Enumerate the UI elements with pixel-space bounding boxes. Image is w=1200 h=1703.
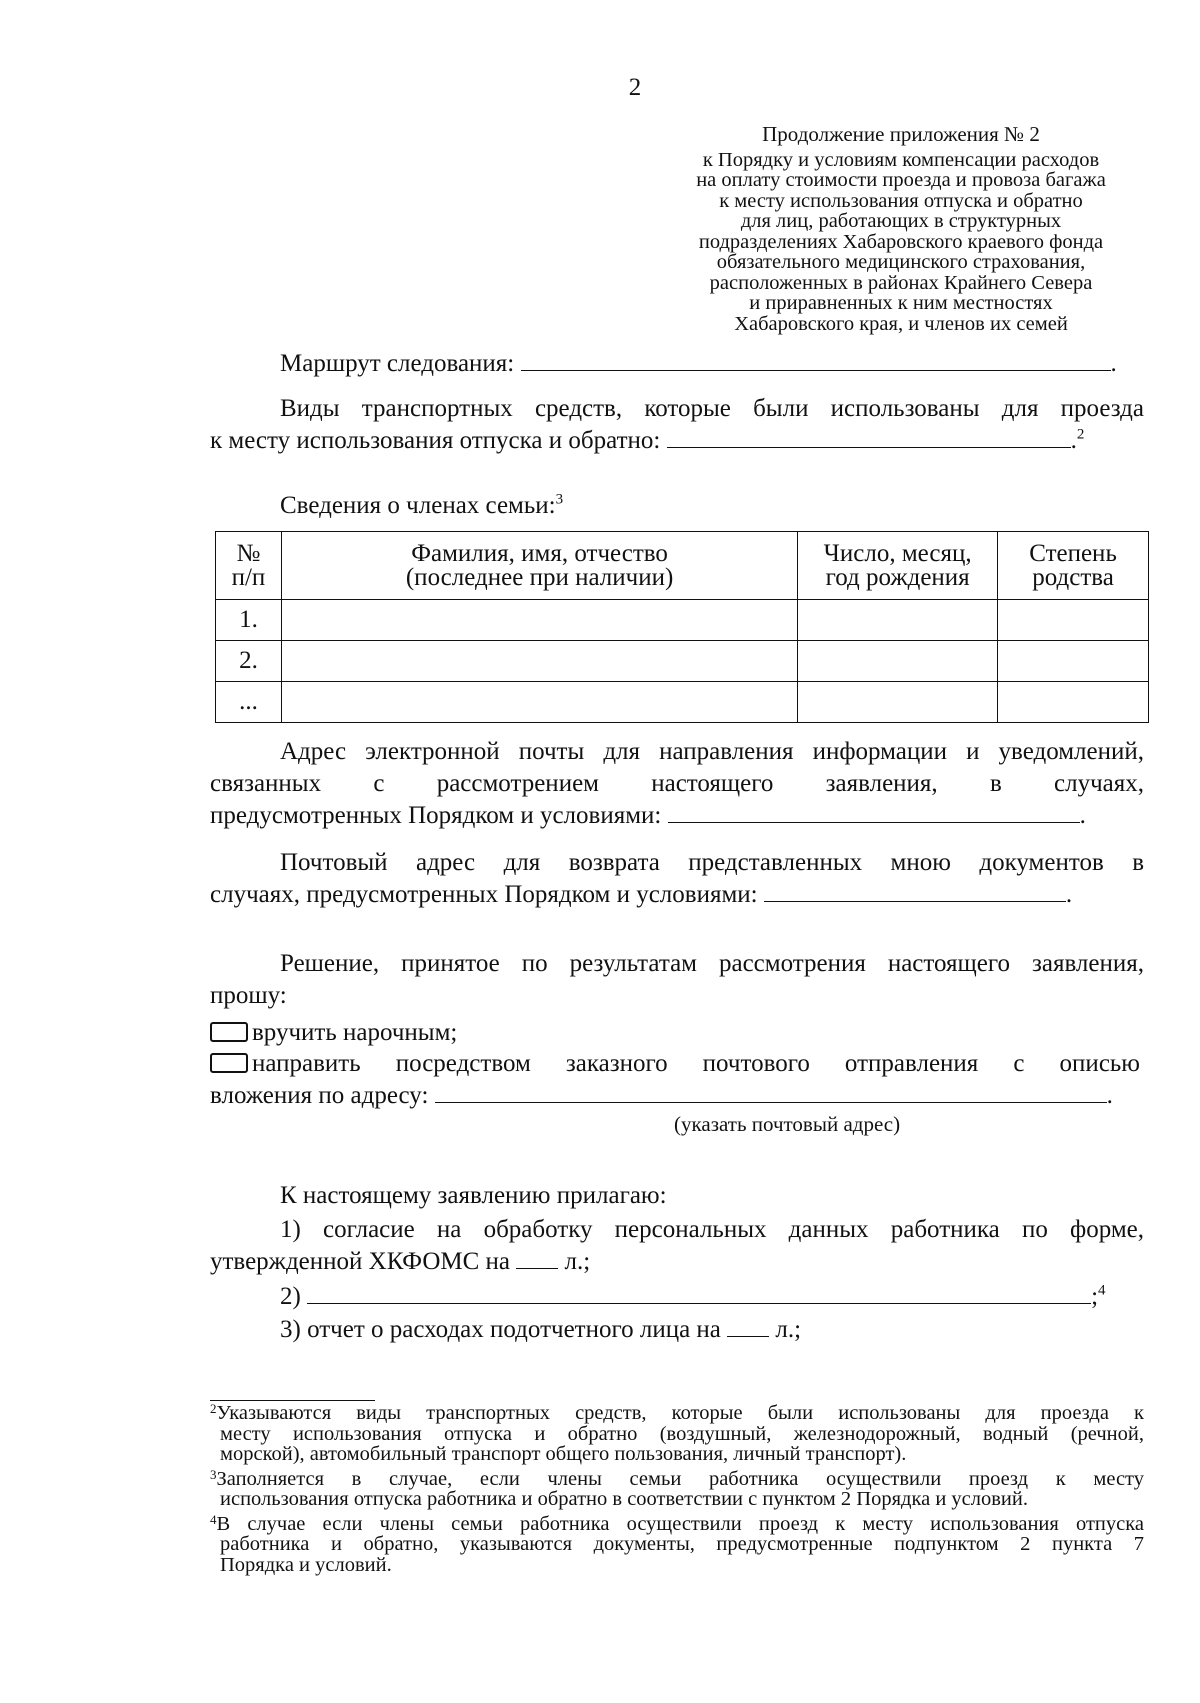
attachment-3-pages-field[interactable] [727, 1315, 769, 1337]
decision-line-2: прошу: [210, 982, 287, 1009]
attachment-3-row [280, 1314, 1144, 1346]
email-label: предусмотренных Порядком и условиями: [210, 802, 662, 829]
name-cell[interactable] [281, 682, 797, 723]
family-table [215, 531, 1149, 723]
appendix-header-line: расположенных в районах Крайнего Севера [709, 271, 1093, 294]
route-label: Маршрут следования: [280, 350, 515, 377]
transport-row: к месту использования отпуска и обратно: .$^2$ [210, 426, 1085, 454]
footnote-3-text: использования отпуска работника и обратно в соответствии с пунктом 2 Порядка и условий. [220, 1488, 1028, 1510]
footnotes [210, 1403, 1144, 1575]
decision-line-1: Решение, принятое по результатам рассмотрения настоящего заявления, [280, 950, 1144, 977]
attachment-2-row: 2) ;$^4$ [280, 1282, 1106, 1310]
appendix-header-line: для лиц, работающих в структурных [740, 210, 1062, 232]
postal-label: случаях, предусмотренных Порядком и условиями: [210, 881, 758, 908]
footnote-ref-4: 4 [1098, 1282, 1106, 1299]
header-birth-date: Число, месяц, год рождения [798, 532, 998, 600]
appendix-header-line: подразделениях Хабаровского краевого фонда [698, 230, 1104, 253]
mail-delivery-checkbox[interactable] [210, 1053, 248, 1073]
footnote-2-text: месту использования отпуска и обратно (воздушный, железнодорожный, водный (речной, [220, 1422, 1144, 1445]
header-relation: Степень родства [998, 532, 1149, 600]
postal-line-1: Почтовый адрес для возврата представленных мною документов в [280, 849, 1144, 876]
table-row [216, 641, 1149, 682]
transport-field[interactable] [667, 426, 1071, 448]
relation-cell[interactable] [998, 600, 1149, 641]
footnote-2-text: Указываются виды транспортных средств, которые были использованы для проезда к [216, 1402, 1144, 1424]
route-field[interactable] [521, 349, 1111, 371]
appendix-header-line: к месту использования отпуска и обратно [719, 189, 1083, 212]
attachment-1-row [210, 1246, 1144, 1278]
header-num: № п/п [216, 532, 282, 600]
table-row [216, 682, 1149, 723]
table-header-row [216, 532, 1149, 600]
table-row [216, 600, 1149, 641]
mail-delivery-label: направить посредством заказного почтового отправления с описью [252, 1050, 1140, 1077]
appendix-header-line: к Порядку и условиям компенсации расходов [702, 148, 1100, 171]
page-number: 2 [628, 74, 642, 101]
hand-delivery-checkbox[interactable] [210, 1022, 248, 1042]
footnote-2-mark: 2 [210, 1401, 217, 1416]
postal-row: случаях, предусмотренных Порядком и условиями: . [210, 881, 1073, 908]
birth-date-cell[interactable] [798, 682, 998, 723]
footnote-4-mark: 4 [210, 1511, 217, 1527]
hand-delivery-label: вручить нарочным; [252, 1019, 458, 1046]
footnote-ref-2: 2 [1076, 426, 1085, 443]
footnote-3-mark: 3 [210, 1466, 217, 1482]
family-label-row [280, 490, 1144, 522]
attachment-1-pages-field[interactable] [516, 1247, 558, 1269]
mail-address-field[interactable] [435, 1081, 1107, 1103]
mail-address-label: вложения по адресу: [210, 1082, 429, 1109]
attachment-2-number: 2) [280, 1283, 301, 1310]
route-row: Маршрут следования: . [280, 350, 1117, 377]
name-cell[interactable] [281, 641, 797, 682]
delivery-option-mail [210, 1048, 1144, 1080]
row-number: ... [216, 682, 282, 723]
footnote-2-text: морской), автомобильный транспорт общего пользования, личный транспорт). [220, 1443, 907, 1465]
appendix-continuation: Продолжение приложения № 2 [762, 122, 1040, 146]
attachment-2-field[interactable] [307, 1282, 1091, 1304]
attachment-1-line-1: 1) согласие на обработку персональных данных работника по форме, [280, 1216, 1144, 1243]
attachment-1-pages-unit: л.; [564, 1248, 591, 1275]
footnote-4-text: В случае если члены семьи работника осуществили проезд к месту использования отпуска [216, 1512, 1144, 1535]
family-label: Сведения о членах семьи: [280, 492, 556, 519]
name-cell[interactable] [281, 600, 797, 641]
footnote-separator [210, 1400, 375, 1401]
email-field[interactable] [668, 801, 1080, 823]
relation-cell[interactable] [998, 682, 1149, 723]
delivery-option-hand [210, 1017, 1144, 1049]
birth-date-cell[interactable] [798, 641, 998, 682]
appendix-header [656, 124, 1146, 334]
relation-cell[interactable] [998, 641, 1149, 682]
footnote-4-text: работника и обратно, указываются документы, предусмотренные подпунктом 2 пункта 7 [220, 1533, 1144, 1555]
appendix-header-line: Хабаровского края, и членов их семей [734, 312, 1068, 335]
birth-date-cell[interactable] [798, 600, 998, 641]
footnote-4-text: Порядка и условий. [220, 1553, 392, 1576]
attachments-title: К настоящему заявлению прилагаю: [280, 1182, 667, 1209]
transport-label: к месту использования отпуска и обратно: [210, 427, 661, 454]
attachment-3-label: 3) отчет о расходах подотчетного лица на [280, 1316, 721, 1343]
attachment-1-label: утвержденной ХКФОМС на [210, 1248, 511, 1275]
footnote-3-text: Заполняется в случае, если члены семьи работника осуществили проезд к месту [216, 1467, 1144, 1490]
postal-field[interactable] [764, 880, 1066, 902]
email-row: предусмотренных Порядком и условиями: . [210, 802, 1086, 829]
attachment-3-pages-unit: л.; [775, 1316, 802, 1343]
footnote-ref-3: 3 [555, 491, 564, 508]
row-number: 1. [216, 600, 282, 641]
mail-address-caption: (указать почтовый адрес) [674, 1112, 901, 1136]
transport-line-1: Виды транспортных средств, которые были использованы для проезда [280, 395, 1144, 422]
appendix-header-line: обязательного медицинского страхования, [716, 251, 1086, 273]
header-name: Фамилия, имя, отчество (последнее при наличии) [281, 532, 797, 600]
email-line-1: Адрес электронной почты для направления информации и уведомлений, [280, 738, 1144, 765]
appendix-header-line: на оплату стоимости проезда и провоза багажа [696, 169, 1106, 191]
email-line-2: связанных с рассмотрением настоящего заявления, в случаях, [210, 770, 1144, 797]
mail-address-row: вложения по адресу: . [210, 1082, 1113, 1109]
appendix-header-line: и приравненных к ним местностях [749, 292, 1053, 314]
row-number: 2. [216, 641, 282, 682]
